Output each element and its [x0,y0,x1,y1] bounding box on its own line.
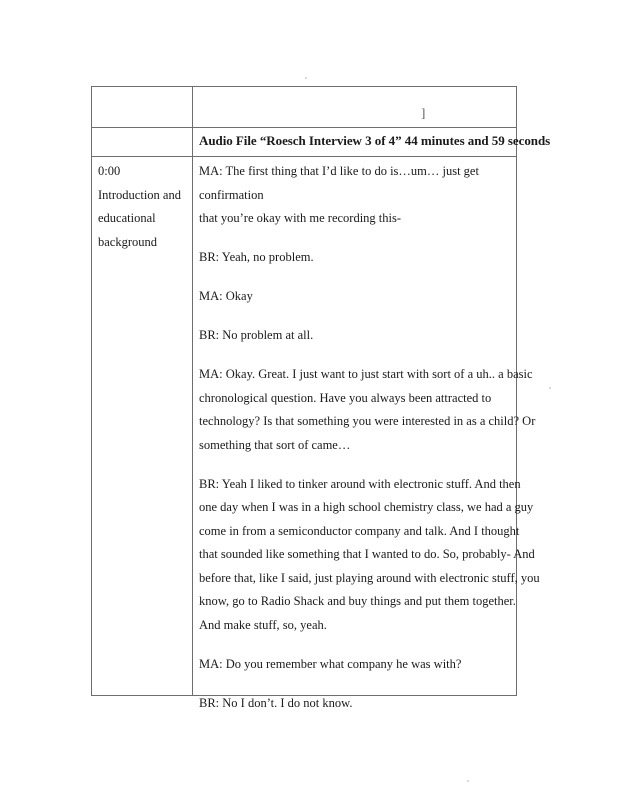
transcript-line: MA: Okay. Great. I just want to just start with sort of a uh.. a basic [199,367,533,381]
transcript-line: MA: Okay [199,289,253,303]
transcript-line: something that sort of came… [199,437,351,452]
timestamp: 0:00 [98,164,121,178]
transcript-paragraph [199,246,511,270]
header-mark: ] [421,105,426,120]
topic-line: educational [98,211,156,225]
scan-speck [467,780,469,782]
topic-line: background [98,234,158,249]
topic-line: Introduction and [98,187,181,202]
audio-file-title: Audio File “Roesch Interview 3 of 4” 44 minutes and 59 seconds [199,133,551,148]
transcript-line: BR: Yeah I liked to tinker around with electronic stuff. And then [199,476,521,491]
transcript-paragraph [199,324,511,348]
transcript-line: technology? Is that something you were interested in as a child? Or [199,414,536,428]
transcript-line: MA: Do you remember what company he was with? [199,656,462,671]
transcript-line: that you’re okay with me recording this- [199,211,402,225]
transcript-line: MA: The first thing that I’d like to do is…um… just get [199,164,479,178]
transcript-paragraph [199,692,511,716]
transcript-table [91,86,551,710]
transcript-line: chronological question. Have you always been attracted to [199,390,492,405]
transcript-line: BR: No problem at all. [199,328,314,342]
transcript-line: one day when I was in a high school chemistry class, we had a guy [199,500,534,514]
transcript-line: BR: No I don’t. I do not know. [199,695,353,710]
row-divider [92,156,516,157]
transcript-paragraph [199,363,536,457]
transcript-paragraph [199,473,540,638]
transcript-paragraph [199,653,511,677]
transcript-line: that sounded like something that I wanted to do. So, probably- And [199,547,535,561]
transcript-line: know, go to Radio Shack and buy things and put them together. [199,594,516,608]
section-label [98,160,190,254]
transcript-paragraph [199,285,511,309]
transcript-line: BR: Yeah, no problem. [199,250,314,264]
scan-speck [305,77,307,79]
transcript-body [199,160,540,731]
scan-speck [549,387,551,389]
transcript-line: And make stuff, so, yeah. [199,617,327,632]
transcript-line: before that, like I said, just playing around with electronic stuff, you [199,570,540,585]
transcript-line: confirmation [199,187,264,202]
column-divider [192,87,193,695]
row-divider [92,127,516,128]
transcript-line: come in from a semiconductor company and talk. And I thought [199,523,520,538]
transcript-paragraph [199,160,511,231]
